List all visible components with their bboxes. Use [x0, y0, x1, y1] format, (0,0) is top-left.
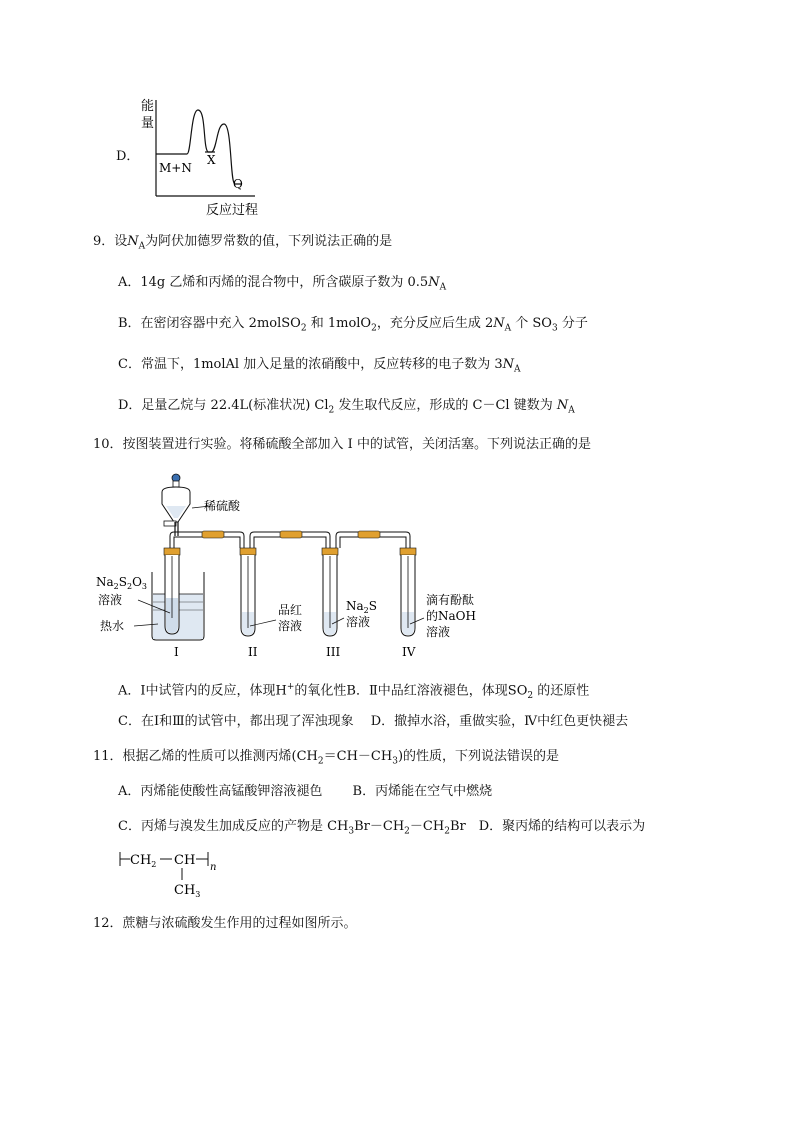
na2s2o3-label: $Na_2S_2O_3$: [96, 575, 148, 591]
option-d-label: D．: [116, 149, 140, 164]
pinhong-label: 品红: [278, 603, 303, 617]
q9-option-a: A．14g 乙烯和丙烯的混合物中，所含碳原子数为 $0.5N_A$: [118, 275, 447, 293]
y-axis-label-1: 能: [141, 99, 155, 114]
tube-label-ii: II: [248, 645, 258, 659]
na2s-label: $Na_2S$: [346, 599, 377, 615]
q9-stem: 9．设$N_A$为阿伏加德罗常数的值，下列说法正确的是: [93, 234, 393, 252]
tube-label-iv: IV: [402, 645, 416, 659]
tube-label-i: I: [174, 645, 179, 659]
y-axis-label-2: 量: [141, 116, 155, 131]
q10-stem: 10．按图装置进行实验。将稀硫酸全部加入 I 中的试管，关闭活塞。下列说法正确的是: [93, 437, 591, 452]
q12-stem: 12．蔗糖与浓硫酸发生作用的过程如图所示。: [93, 916, 357, 931]
product-label: Q: [233, 177, 243, 191]
polypropylene-structure: [116, 846, 236, 898]
q9-option-d: D．足量乙烷与 22.4L(标准状况) $Cl_2$ 发生取代反应，形成的 C－Cl 键数为 $N_A$: [118, 398, 575, 416]
q9-option-c: C．常温下，1molAl 加入足量的浓硝酸中，反应转移的电子数为 $3N_A$: [118, 357, 521, 375]
q10-options-ab: A．Ⅰ中试管内的反应，体现H+的氧化性B．Ⅱ中品红溶液褪色，体现$SO_2$ 的还原性: [118, 682, 590, 701]
q11-options-cd: C．丙烯与溴发生加成反应的产物是 $CH_3Br-CH_2-CH_2Br$ D．聚丙烯的结构可以表示为: [118, 819, 646, 837]
start-label: M+N: [159, 161, 192, 175]
naoh-label-3: 溶液: [426, 625, 451, 639]
x-axis-label: 反应过程: [206, 203, 259, 218]
q9-option-b: B．在密闭容器中充入 2molSO$_2$ 和 1molO$_2$，充分反应后生成 $2N_A$ 个 $SO_3$ 分子: [118, 316, 588, 334]
q11-options-ab: A．丙烯能使酸性高锰酸钾溶液褪色 B．丙烯能在空气中燃烧: [118, 784, 493, 799]
tube-label-iii: III: [326, 645, 341, 659]
na2s-solution-label: 溶液: [346, 615, 371, 629]
q10-options-cd: C．在Ⅰ和Ⅲ的试管中，都出现了浑浊现象 D．撤掉水浴，重做实验，Ⅳ中红色更快褪去: [118, 714, 629, 729]
polymer-ch2: $CH_2$: [130, 853, 157, 869]
polymer-ch: CH: [174, 853, 196, 868]
naoh-label-1: 滴有酚酞: [426, 593, 475, 607]
experiment-apparatus: [90, 468, 510, 660]
naoh-label-2: 的NaOH: [426, 609, 476, 623]
energy-profile-diagram: [135, 96, 285, 220]
hot-water-label: 热水: [100, 619, 125, 633]
polymer-ch3: $CH_3$: [174, 883, 201, 898]
q11-stem: 11．根据乙烯的性质可以推测丙烯$(CH_2=CH-CH_3)$的性质，下列说法错误的是: [93, 749, 560, 767]
pinhong-solution-label: 溶液: [278, 619, 303, 633]
na2s2o3-solution-label: 溶液: [98, 593, 123, 607]
polymer-n: n: [210, 862, 217, 873]
acid-label: 稀硫酸: [204, 499, 241, 513]
intermediate-label: X: [207, 153, 216, 167]
